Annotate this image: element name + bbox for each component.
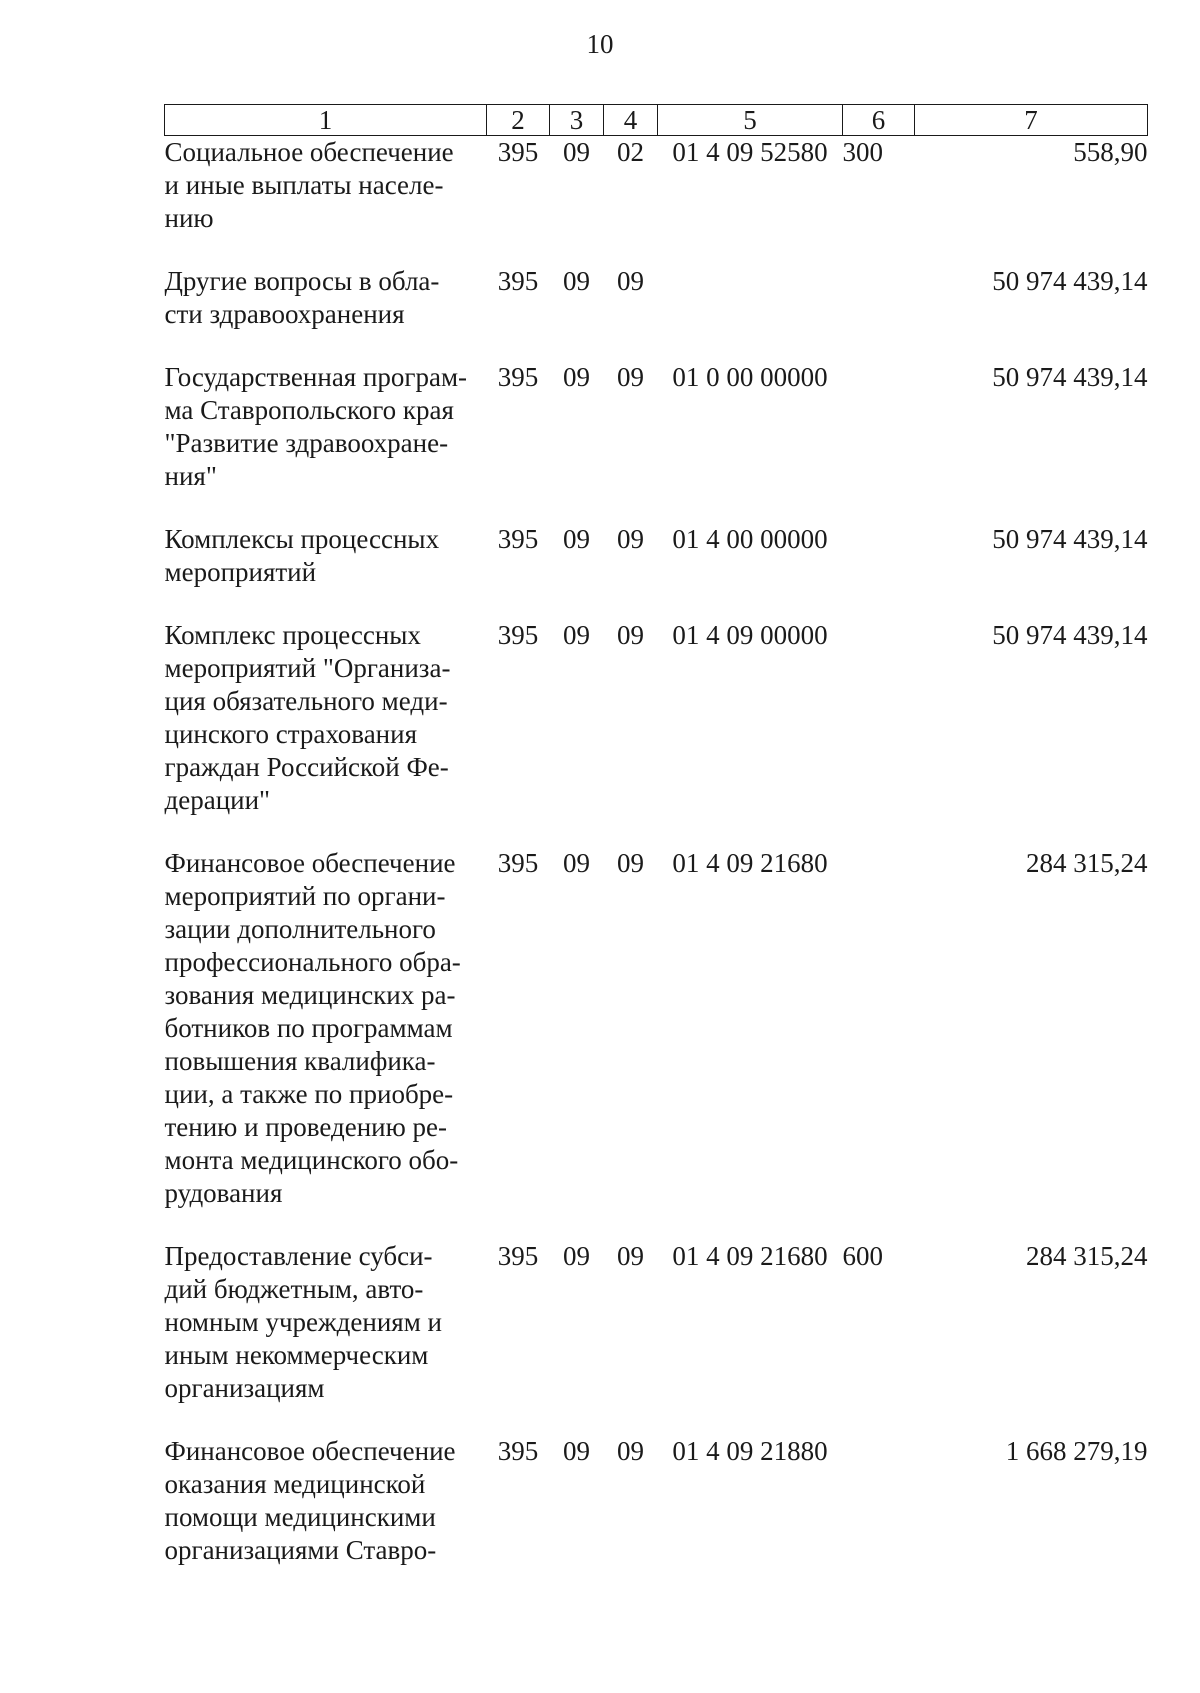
row-name-line: рудования xyxy=(164,1178,283,1208)
row-name-line: иным некоммерческим xyxy=(164,1340,429,1370)
row-name xyxy=(165,361,487,523)
subsection-code: 09 xyxy=(617,620,644,650)
target-article-code: 01 4 09 00000 xyxy=(672,620,828,650)
page-number: 10 xyxy=(586,29,614,59)
section-code: 09 xyxy=(563,362,590,392)
subsection-code: 09 xyxy=(617,266,644,296)
row-name-line: зации дополнительного xyxy=(164,914,436,944)
table-row xyxy=(165,619,1148,847)
row-name-line: ботников по программам xyxy=(164,1013,453,1043)
target-article-code: 01 4 09 21680 xyxy=(672,1241,828,1271)
header-col-7: 7 xyxy=(915,105,1148,136)
amount: 558,90 xyxy=(1073,137,1148,167)
admin-code: 395 xyxy=(497,620,539,650)
row-name-line: Комплекс процессных xyxy=(164,620,421,650)
expense-type-code: 600 xyxy=(842,1241,883,1271)
table-row xyxy=(165,361,1148,523)
row-name-line: Предоставление субси- xyxy=(164,1241,433,1271)
row-name-line: дерации" xyxy=(164,785,271,815)
row-name-line: организациями Ставро- xyxy=(164,1535,437,1565)
expense-type-code xyxy=(843,523,915,619)
row-name-line: зования медицинских ра- xyxy=(164,980,456,1010)
header-col-2: 2 xyxy=(487,105,550,136)
section-code: 09 xyxy=(563,137,590,167)
target-article-code: 01 4 09 21880 xyxy=(672,1436,828,1466)
row-name-line: оказания медицинской xyxy=(164,1469,426,1499)
row-name-line: профессионального обра- xyxy=(164,947,461,977)
row-name xyxy=(165,1435,487,1567)
row-name-line: тению и проведению ре- xyxy=(164,1112,447,1142)
subsection-code: 09 xyxy=(617,848,644,878)
row-name-line: организациям xyxy=(164,1373,325,1403)
header-col-1: 1 xyxy=(165,105,487,136)
subsection-code: 09 xyxy=(617,524,644,554)
admin-code: 395 xyxy=(497,848,539,878)
row-name-line: Социальное обеспечение xyxy=(164,137,454,167)
row-name-line: "Развитие здравоохране- xyxy=(164,428,449,458)
row-name-line: дий бюджетным, авто- xyxy=(164,1274,424,1304)
section-code: 09 xyxy=(563,1436,590,1466)
row-name-line: Финансовое обеспечение xyxy=(164,848,456,878)
amount: 284 315,24 xyxy=(1026,848,1148,878)
admin-code: 395 xyxy=(497,137,539,167)
table-row xyxy=(165,847,1148,1240)
table-row xyxy=(165,136,1148,266)
row-name-line: ции, а также по приобре- xyxy=(164,1079,454,1109)
row-name-line: нию xyxy=(164,203,214,233)
row-name-line: монта медицинского обо- xyxy=(164,1145,459,1175)
amount: 284 315,24 xyxy=(1026,1241,1148,1271)
section-code: 09 xyxy=(563,620,590,650)
row-name-line: мероприятий "Организа- xyxy=(164,653,451,683)
row-name xyxy=(165,847,487,1240)
row-name-line: ния" xyxy=(164,461,217,491)
amount: 50 974 439,14 xyxy=(992,266,1148,296)
target-article-code xyxy=(658,265,843,361)
section-code: 09 xyxy=(563,848,590,878)
row-name-line: номным учреждениям и xyxy=(164,1307,442,1337)
row-name xyxy=(165,136,487,266)
subsection-code: 09 xyxy=(617,1241,644,1271)
admin-code: 395 xyxy=(497,1241,539,1271)
row-name-line: мероприятий xyxy=(164,557,317,587)
row-name xyxy=(165,523,487,619)
amount: 50 974 439,14 xyxy=(992,524,1148,554)
expense-type-code: 300 xyxy=(842,137,883,167)
amount: 50 974 439,14 xyxy=(992,362,1148,392)
expense-type-code xyxy=(843,1435,915,1567)
row-name-line: Другие вопросы в обла- xyxy=(164,266,440,296)
row-name-line: ма Ставропольского края xyxy=(164,395,454,425)
target-article-code: 01 4 00 00000 xyxy=(672,524,828,554)
row-name xyxy=(165,1240,487,1435)
row-name-line: ция обязательного меди- xyxy=(164,686,448,716)
header-col-6: 6 xyxy=(843,105,915,136)
target-article-code: 01 4 09 52580 xyxy=(672,137,828,167)
header-col-3: 3 xyxy=(550,105,604,136)
admin-code: 395 xyxy=(497,362,539,392)
row-name-line: Государственная програм- xyxy=(164,362,468,392)
row-name xyxy=(165,265,487,361)
subsection-code: 09 xyxy=(617,1436,644,1466)
amount: 50 974 439,14 xyxy=(992,620,1148,650)
section-code: 09 xyxy=(563,1241,590,1271)
admin-code: 395 xyxy=(497,1436,539,1466)
header-col-4: 4 xyxy=(604,105,658,136)
section-code: 09 xyxy=(563,266,590,296)
amount: 1 668 279,19 xyxy=(1005,1436,1148,1466)
admin-code: 395 xyxy=(497,524,539,554)
row-name xyxy=(165,619,487,847)
table-body xyxy=(165,136,1148,1568)
table-header xyxy=(165,105,1148,136)
subsection-code: 02 xyxy=(617,137,644,167)
expense-type-code xyxy=(843,847,915,1240)
target-article-code: 01 0 00 00000 xyxy=(672,362,828,392)
section-code: 09 xyxy=(563,524,590,554)
expense-type-code xyxy=(843,265,915,361)
row-name-line: Комплексы процессных xyxy=(164,524,440,554)
row-name-line: цинского страхования xyxy=(164,719,417,749)
target-article-code: 01 4 09 21680 xyxy=(672,848,828,878)
table-row xyxy=(165,1240,1148,1435)
table-row xyxy=(165,265,1148,361)
table-row xyxy=(165,1435,1148,1567)
header-col-5: 5 xyxy=(658,105,843,136)
row-name-line: мероприятий по органи- xyxy=(164,881,446,911)
row-name-line: повышения квалифика- xyxy=(164,1046,436,1076)
table-row xyxy=(165,523,1148,619)
header-row xyxy=(165,105,1148,136)
row-name-line: Финансовое обеспечение xyxy=(164,1436,456,1466)
row-name-line: и иные выплаты населе- xyxy=(164,170,444,200)
row-name-line: помощи медицинскими xyxy=(164,1502,436,1532)
row-name-line: сти здравоохранения xyxy=(164,299,405,329)
subsection-code: 09 xyxy=(617,362,644,392)
expense-type-code xyxy=(843,619,915,847)
row-name-line: граждан Российской Фе- xyxy=(164,752,449,782)
admin-code: 395 xyxy=(497,266,539,296)
expense-type-code xyxy=(843,361,915,523)
budget-table xyxy=(164,104,1148,1567)
